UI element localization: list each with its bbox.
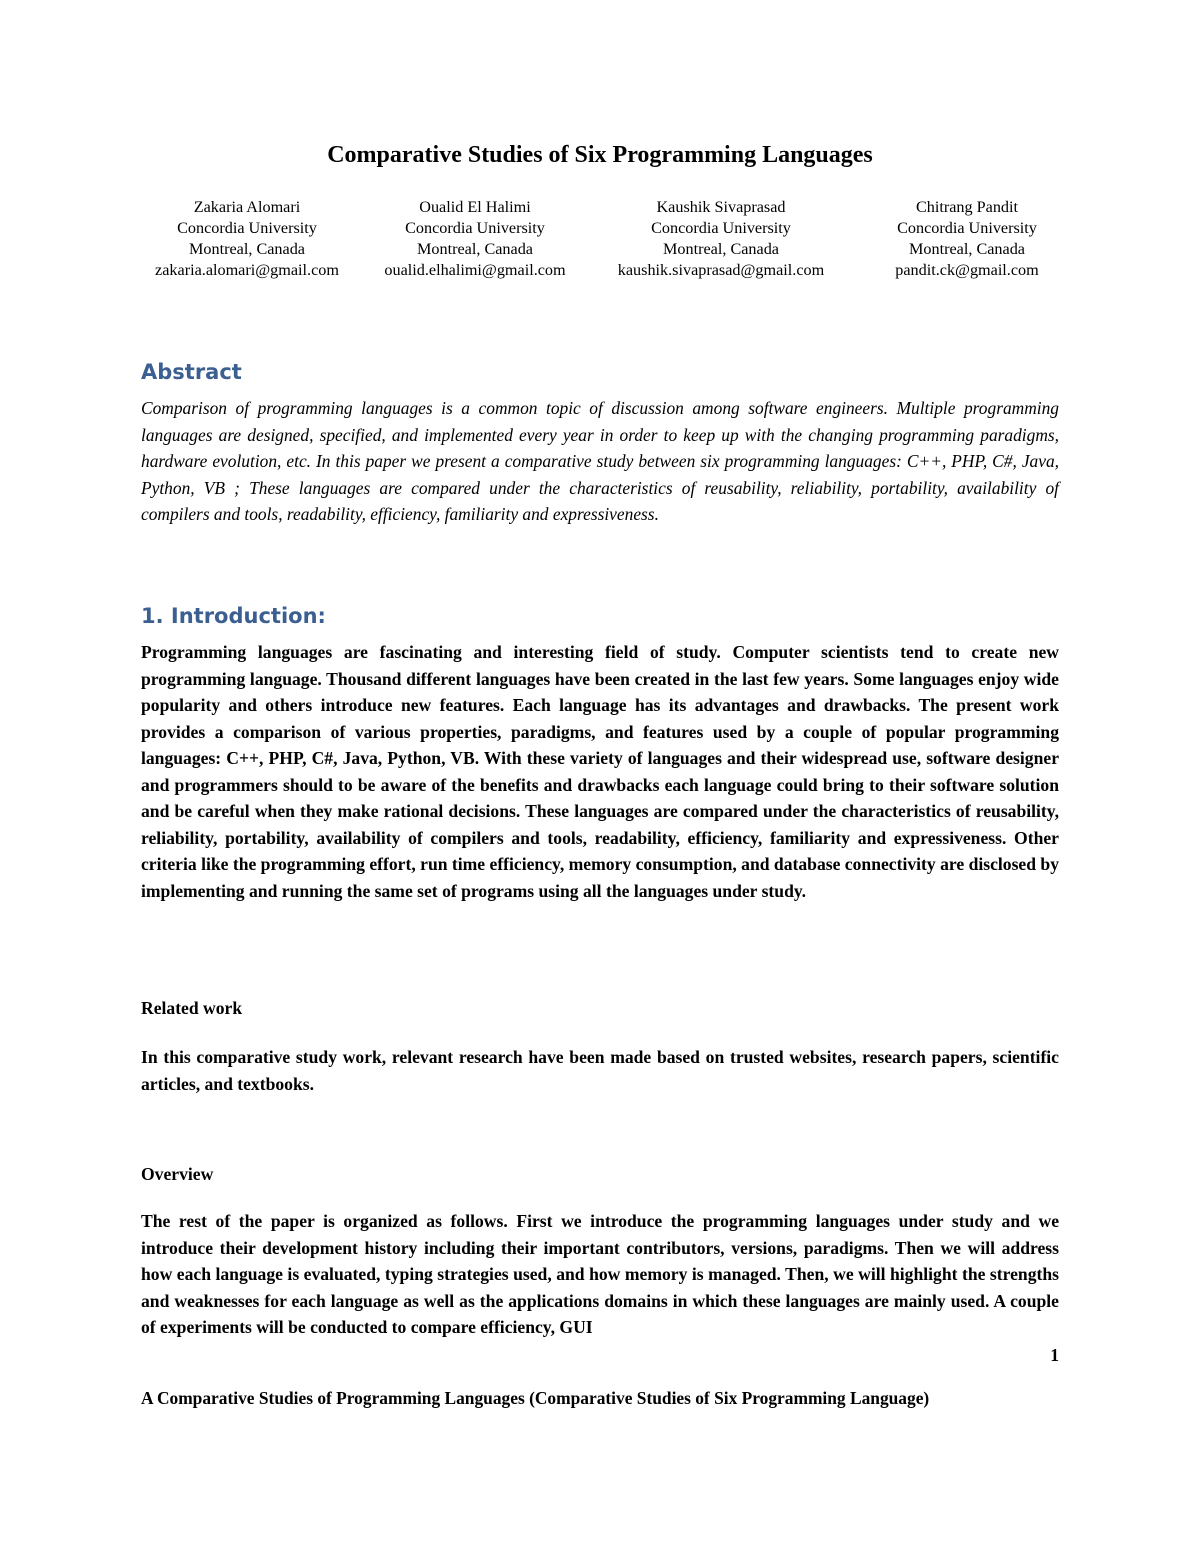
author-email: pandit.ck@gmail.com	[895, 261, 1039, 279]
author-4	[837, 197, 1097, 281]
author-location: Montreal, Canada	[663, 240, 779, 258]
author-2	[345, 197, 605, 281]
author-name: Zakaria Alomari	[193, 198, 301, 216]
author-affiliation: Concordia University	[897, 219, 1037, 237]
author-block	[0, 197, 1200, 287]
author-email: oualid.elhalimi@gmail.com	[384, 261, 566, 279]
abstract-text: Comparison of programming languages is a common topic of discussion among software engineers. Multiple programming languages are designed, specified, and implemented every year in order to keep up with the changing programming paradigms, hardware evolution, etc. In this paper we present a comparative study between six programming languages: C++, PHP, C#, Java, Python, VB ; These languages are compared under the characteristics of reusability, reliability, portability, availability of compilers and tools, readability, efficiency, familiarity and expressiveness.	[141, 398, 1059, 524]
author-affiliation: Concordia University	[405, 219, 545, 237]
author-affiliation: Concordia University	[177, 219, 317, 237]
introduction-heading: 1. Introduction:	[141, 604, 326, 628]
abstract-heading: Abstract	[141, 360, 242, 384]
page-footer: A Comparative Studies of Programming Languages (Comparative Studies of Six Programming Language)	[141, 1388, 930, 1408]
author-name: Oualid El Halimi	[419, 198, 531, 216]
paper-title: Comparative Studies of Six Programming Languages	[327, 142, 873, 168]
author-location: Montreal, Canada	[189, 240, 305, 258]
author-1	[117, 197, 377, 281]
author-email: zakaria.alomari@gmail.com	[155, 261, 339, 279]
overview-heading: Overview	[141, 1164, 214, 1184]
overview-text: The rest of the paper is organized as follows. First we introduce the programming languages under study and we introduce their development history including their important contributors, versions, paradigms. Then we will address how each language is evaluated, typing strategies used, and how memory is managed. Then, we will highlight the strengths and weaknesses for each language as well as the applications domains in which these languages are mainly used. A couple of experiments will be conducted to compare efficiency, GUI	[141, 1211, 1059, 1337]
author-3	[591, 197, 851, 281]
related-work-text: In this comparative study work, relevant research have been made based on trusted websites, research papers, scientific articles, and textbooks.	[141, 1047, 1059, 1094]
page-number: 1	[1050, 1345, 1059, 1365]
author-email: kaushik.sivaprasad@gmail.com	[617, 261, 825, 279]
author-location: Montreal, Canada	[417, 240, 533, 258]
author-location: Montreal, Canada	[909, 240, 1025, 258]
author-name: Chitrang Pandit	[915, 198, 1019, 216]
introduction-text: Programming languages are fascinating and interesting field of study. Computer scientists tend to create new programming language. Thousand different languages have been created in the last few years. Some languages enjoy wide popularity and others introduce new features. Each language has its advantages and drawbacks. The present work provides a comparison of various properties, paradigms, and features used by a couple of popular programming languages: C++, PHP, C#, Java, Python, VB. With these variety of languages and their widespread use, software designer and programmers should to be aware of the benefits and drawbacks each language could bring to their software solution and be careful when they make rational decisions. These languages are compared under the characteristics of reusability, reliability, portability, availability of compilers and tools, readability, efficiency, familiarity and expressiveness. Other criteria like the programming effort, run time efficiency, memory consumption, and database connectivity are disclosed by implementing and running the same set of programs using all the languages under study.	[141, 642, 1060, 901]
author-affiliation: Concordia University	[651, 219, 791, 237]
author-name: Kaushik Sivaprasad	[656, 198, 786, 216]
related-work-heading: Related work	[141, 998, 243, 1018]
